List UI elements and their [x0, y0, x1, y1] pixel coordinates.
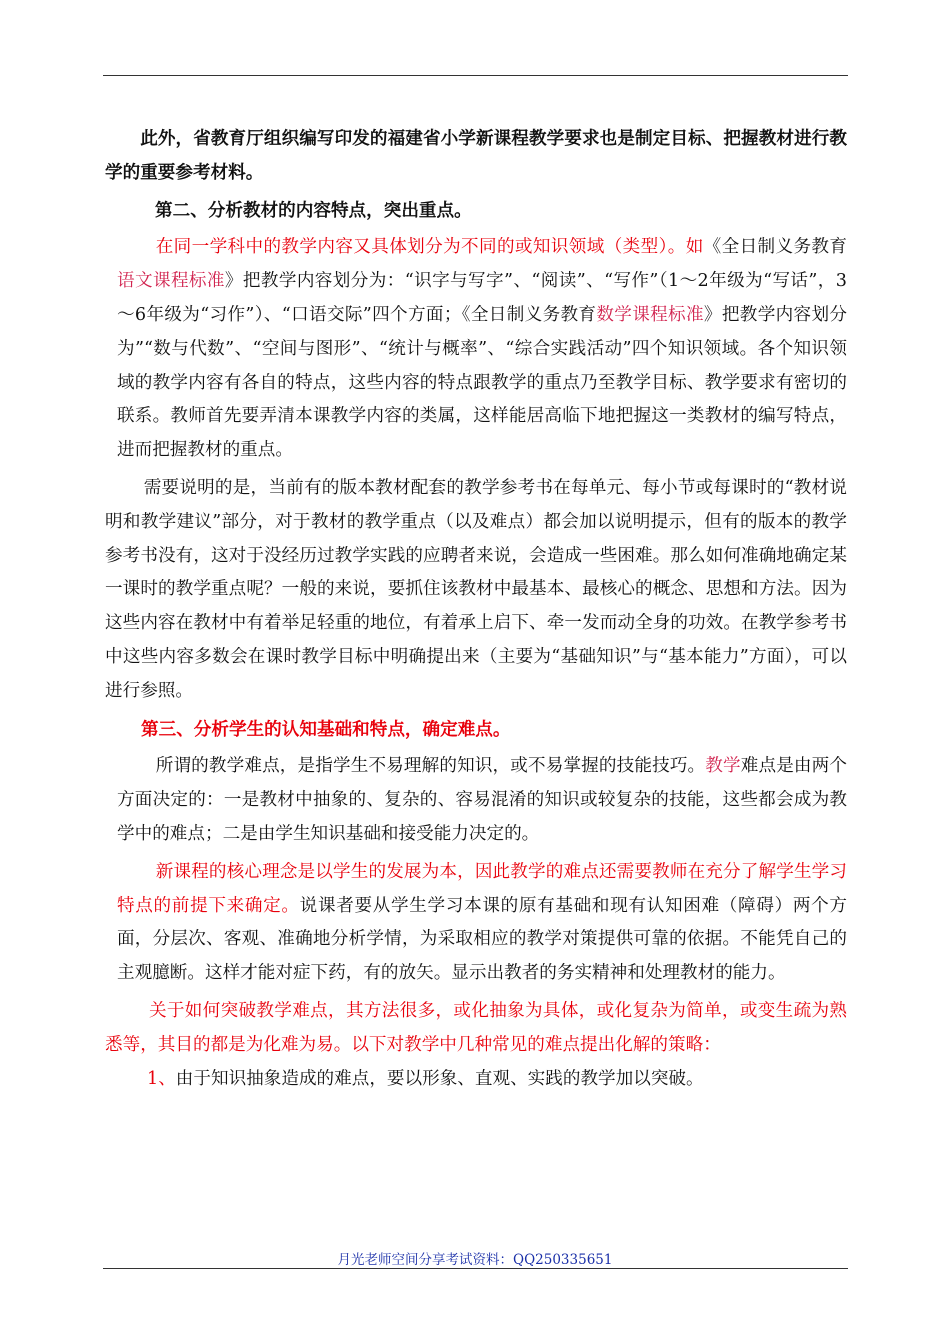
paragraph-difficulty-definition: 所谓的教学难点，是指学生不易理解的知识，或不易掌握的技能技巧。教学难点是由两个方面决定的：一是教材中抽象的、复杂的、容易混淆的知识或较复杂的技能，这些都会成为教学中的难点；二是由学生知识基础和接受能力决定的。 [117, 756, 847, 844]
paragraph-reference-materials: 此外，省教育厅组织编写印发的福建省小学新课程教学要求也是制定目标、把握教材进行教学的重要参考材料。 [105, 128, 847, 183]
text-teaching: 教学 [705, 756, 741, 777]
list-number: 1、 [147, 1068, 176, 1089]
text-red-intro: 在同一学科中的教学内容又具体划分为不同的或知识领域（类型）。如 [155, 237, 704, 258]
text-math-standard: 数学课程标准 [596, 304, 704, 325]
heading-third: 第三、分析学生的认知基础和特点，确定难点。 [141, 718, 511, 740]
text-red-core: 新课程的核心理念是以学生的发展为本，因此教学的难点还需要教师在充分了解学生学习特点的前提下来确定。 [117, 861, 847, 916]
list-item-1: 1、由于知识抽象造成的难点，要以形象、直观、实践的教学加以突破。 [147, 1068, 704, 1089]
paragraph-core-concept: 新课程的核心理念是以学生的发展为本，因此教学的难点还需要教师在充分了解学生学习特点的前提下来确定。说课者要从学生学习本课的原有基础和现有认知困难（障碍）两个方面，分层次、客观、准确地分析学情，为采取相应的教学对策提供可靠的依据。不能凭自己的主观臆断。这样才能对症下药，有的放矢。显示出教者的务实精神和处理教材的能力。 [117, 861, 847, 984]
footer-text: 月光老师空间分享考试资料：QQ250335651 [337, 1252, 613, 1268]
paragraph-teaching-reference: 需要说明的是，当前有的版本教材配套的教学参考书在每单元、每小节或每课时的“教材说明和教学建议”部分，对于教材的教学重点（以及难点）都会加以说明提示，但有的版本的教学参考书没有，这对于没经历过教学实践的应聘者来说，会造成一些困难。那么如何准确地确定某一课时的教学重点呢？一般的来说，要抓住该教材中最基本、最核心的概念、思想和方法。因为这些内容在教材中有着举足轻重的地位，有着承上启下、牵一发而动全身的功效。在教学参考书中这些内容多数会在课时教学目标中明确提出来（主要为“基础知识”与“基本能力”方面），可以进行参照。 [105, 477, 847, 701]
header-rule [103, 75, 848, 76]
heading-second: 第二、分析教材的内容特点，突出重点。 [155, 199, 472, 221]
footer-rule [103, 1268, 848, 1269]
paragraph-content-features: 在同一学科中的教学内容又具体划分为不同的或知识领域（类型）。如《全日制义务教育语文课程标准》把教学内容划分为：“识字与写字”、“阅读”、“写作”（1～2年级为“写话”，3～6年级为“习作”）、“口语交际”四个方面；《全日制义务教育数学课程标准》把教学内容划分为”“数与代数”、“空间与图形”、“统计与概率”、“综合实践活动”四个知识领域。各个知识领域的教学内容有各自的特点，这些内容的特点跟教学的重点乃至教学目标、教学要求有密切的联系。教师首先要弄清本课教学内容的类属，这样能居高临下地把握这一类教材的编写特点，进而把握教材的重点。 [117, 237, 847, 461]
document-body [105, 122, 847, 1096]
text-chinese-standard: 语文课程标准 [117, 271, 225, 292]
paragraph-breakthrough-methods: 关于如何突破教学难点，其方法很多，或化抽象为具体，或化复杂为简单，或变生疏为熟悉等，其目的都是为化难为易。以下对教学中几种常见的难点提出化解的策略： [105, 1000, 847, 1055]
